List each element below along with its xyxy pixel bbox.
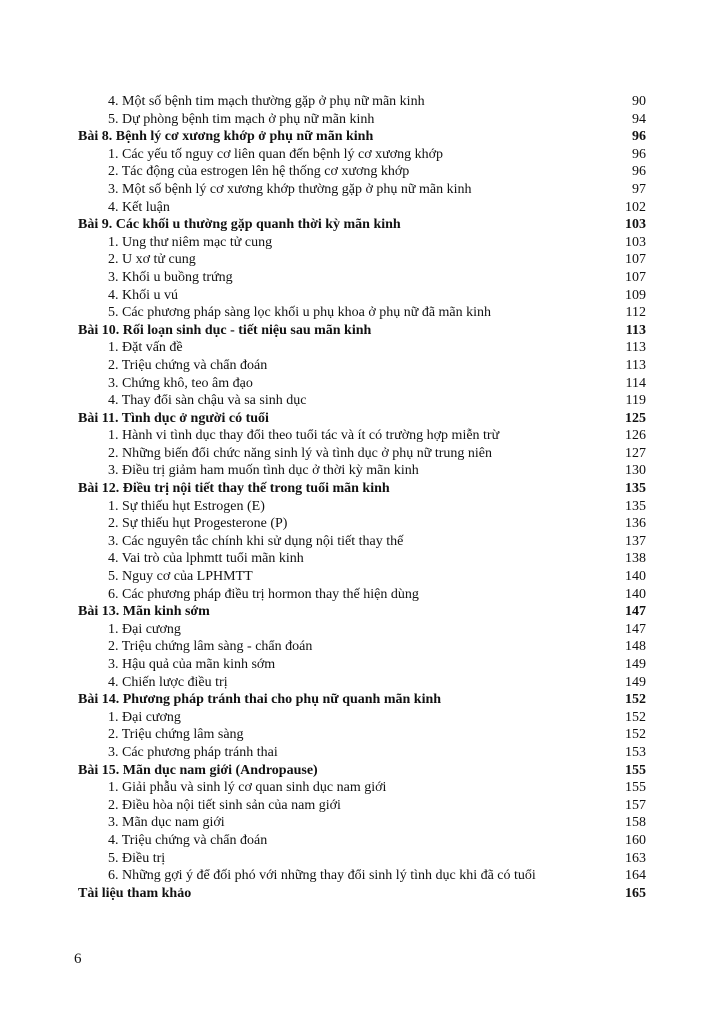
toc-entry-title: Bài 11. Tình dục ở người có tuổi <box>78 410 269 426</box>
toc-entry-title: 1. Sự thiếu hụt Estrogen (E) <box>108 498 265 514</box>
toc-entry-title: 2. Những biến đổi chức năng sinh lý và tình dục ở phụ nữ trung niên <box>108 445 493 461</box>
toc-section-entry <box>78 357 646 375</box>
toc-entry-page: 147 <box>625 621 646 637</box>
toc-entry-page: 103 <box>625 217 646 233</box>
toc-section-entry <box>78 832 646 850</box>
toc-entry-page: 127 <box>625 445 646 461</box>
toc-chapter-entry <box>78 885 646 903</box>
toc-entry-title: 2. Sự thiếu hụt Progesterone (P) <box>108 516 288 532</box>
toc-entry-page: 112 <box>625 305 646 321</box>
toc-entry-title: 2. Tác động của estrogen lên hệ thống cơ xương khớp <box>108 164 410 180</box>
toc-entry-title: Bài 12. Điều trị nội tiết thay thế trong tuổi mãn kinh <box>78 481 390 497</box>
toc-entry-title: 3. Các nguyên tắc chính khi sử dụng nội tiết thay thế <box>108 533 404 549</box>
toc-section-entry <box>78 867 646 885</box>
toc-entry-page: 149 <box>625 674 646 690</box>
toc-entry-page: 153 <box>625 744 646 760</box>
toc-entry-page: 163 <box>625 850 646 866</box>
toc-entry-title: 3. Mãn dục nam giới <box>108 815 225 831</box>
toc-entry-page: 152 <box>625 692 646 708</box>
toc-chapter-entry <box>78 691 646 709</box>
toc-entry-title: Bài 10. Rối loạn sinh dục - tiết niệu sau mãn kinh <box>78 322 372 338</box>
toc-entry-page: 107 <box>625 269 646 285</box>
toc-entry-title: 3. Các phương pháp tránh thai <box>108 744 278 760</box>
toc-entry-title: 1. Đại cương <box>108 621 181 637</box>
toc-section-entry <box>78 163 646 181</box>
toc-entry-page: 119 <box>625 393 646 409</box>
toc-entry-page: 114 <box>625 375 646 391</box>
toc-entry-title: 4. Một số bệnh tim mạch thường gặp ở phụ nữ mãn kinh <box>108 94 425 109</box>
toc-entry-page: 113 <box>625 357 646 373</box>
toc-section-entry <box>78 375 646 393</box>
toc-section-entry <box>78 674 646 692</box>
toc-entry-page: 135 <box>625 498 646 514</box>
toc-entry-page: 148 <box>625 639 646 655</box>
toc-section-entry <box>78 287 646 305</box>
toc-section-entry <box>78 427 646 445</box>
toc-chapter-entry <box>78 128 646 146</box>
toc-chapter-entry <box>78 480 646 498</box>
toc-entry-page: 165 <box>625 885 646 901</box>
toc-entry-title: 1. Các yếu tố nguy cơ liên quan đến bệnh lý cơ xương khớp <box>108 146 444 162</box>
toc-section-entry <box>78 269 646 287</box>
toc-entry-page: 155 <box>625 780 646 796</box>
toc-entry-page: 107 <box>625 252 646 268</box>
toc-entry-title: 4. Thay đổi sàn chậu và sa sinh dục <box>108 393 307 409</box>
toc-entry-page: 135 <box>625 481 646 497</box>
toc-entry-title: Tài liệu tham khảo <box>78 885 192 901</box>
toc-entry-page: 126 <box>625 428 646 444</box>
toc-entry-page: 109 <box>625 287 646 303</box>
toc-entry-page: 113 <box>625 340 646 356</box>
toc-section-entry <box>78 550 646 568</box>
toc-entry-page: 164 <box>625 868 646 884</box>
toc-entry-page: 94 <box>632 111 646 127</box>
toc-entry-title: 6. Các phương pháp điều trị hormon thay thế hiện dùng <box>108 586 419 602</box>
toc-section-entry <box>78 586 646 604</box>
toc-entry-title: 2. U xơ tử cung <box>108 252 196 268</box>
toc-entry-title: 5. Nguy cơ của LPHMTT <box>108 569 253 585</box>
toc-entry-title: Bài 14. Phương pháp tránh thai cho phụ nữ quanh mãn kinh <box>78 692 442 708</box>
toc-entry-title: Bài 8. Bệnh lý cơ xương khớp ở phụ nữ mãn kinh <box>78 129 374 145</box>
table-of-contents <box>78 93 646 902</box>
toc-entry-title: 4. Khối u vú <box>108 287 178 303</box>
toc-entry-title: 2. Triệu chứng lâm sàng - chẩn đoán <box>108 639 313 655</box>
toc-entry-title: 2. Điều hòa nội tiết sinh sản của nam giới <box>108 797 341 813</box>
toc-entry-page: 140 <box>625 586 646 602</box>
toc-entry-page: 96 <box>632 164 646 180</box>
toc-chapter-entry <box>78 603 646 621</box>
toc-entry-title: 3. Chứng khô, teo âm đạo <box>108 375 253 391</box>
toc-entry-page: 125 <box>625 410 646 426</box>
toc-entry-page: 103 <box>625 234 646 250</box>
toc-entry-page: 140 <box>625 569 646 585</box>
toc-entry-title: 5. Điều trị <box>108 850 166 866</box>
toc-entry-page: 96 <box>632 129 646 145</box>
page-number: 6 <box>74 951 82 967</box>
toc-section-entry <box>78 498 646 516</box>
toc-section-entry <box>78 656 646 674</box>
toc-section-entry <box>78 709 646 727</box>
toc-section-entry <box>78 515 646 533</box>
toc-entry-title: 5. Các phương pháp sàng lọc khối u phụ khoa ở phụ nữ đã mãn kinh <box>108 305 492 321</box>
toc-entry-title: Bài 15. Mãn dục nam giới (Andropause) <box>78 762 318 778</box>
toc-section-entry <box>78 304 646 322</box>
toc-entry-page: 113 <box>625 322 646 338</box>
toc-chapter-entry <box>78 322 646 340</box>
toc-entry-page: 102 <box>625 199 646 215</box>
toc-section-entry <box>78 533 646 551</box>
toc-section-entry <box>78 392 646 410</box>
toc-section-entry <box>78 726 646 744</box>
toc-entry-title: 1. Đại cương <box>108 709 181 725</box>
toc-section-entry <box>78 850 646 868</box>
toc-chapter-entry <box>78 410 646 428</box>
toc-entry-title: Bài 13. Mãn kinh sớm <box>78 604 210 620</box>
toc-entry-page: 149 <box>625 657 646 672</box>
toc-entry-page: 152 <box>625 727 646 743</box>
toc-chapter-entry <box>78 762 646 780</box>
toc-entry-page: 147 <box>625 604 646 620</box>
toc-entry-page: 137 <box>625 533 646 549</box>
toc-entry-title: 1. Giải phẫu và sinh lý cơ quan sinh dục nam giới <box>108 780 387 796</box>
toc-entry-title: 1. Ung thư niêm mạc tử cung <box>108 234 273 250</box>
toc-section-entry <box>78 568 646 586</box>
toc-entry-title: 4. Chiến lược điều trị <box>108 674 228 690</box>
toc-entry-page: 155 <box>625 762 646 778</box>
toc-entry-title: 2. Triệu chứng và chẩn đoán <box>108 357 268 373</box>
toc-chapter-entry <box>78 216 646 234</box>
toc-entry-title: 1. Hành vi tình dục thay đổi theo tuổi tác và ít có trường hợp miễn trừ <box>108 428 500 444</box>
toc-section-entry <box>78 445 646 463</box>
toc-entry-title: 5. Dự phòng bệnh tim mạch ở phụ nữ mãn kinh <box>108 111 375 127</box>
toc-entry-page: 136 <box>625 516 646 532</box>
toc-entry-title: 2. Triệu chứng lâm sàng <box>108 727 244 743</box>
toc-entry-page: 157 <box>625 797 646 813</box>
toc-entry-page: 152 <box>625 709 646 725</box>
toc-entry-title: 1. Đặt vấn đề <box>108 340 183 356</box>
toc-entry-page: 158 <box>625 815 646 831</box>
toc-entry-page: 90 <box>632 94 646 109</box>
toc-section-entry <box>78 462 646 480</box>
toc-section-entry <box>78 181 646 199</box>
toc-entry-title: 3. Một số bệnh lý cơ xương khớp thường gặp ở phụ nữ mãn kinh <box>108 181 472 197</box>
toc-entry-title: 4. Vai trò của lphmtt tuổi mãn kinh <box>108 551 304 567</box>
toc-entry-page: 130 <box>625 463 646 479</box>
toc-section-entry <box>78 339 646 357</box>
toc-section-entry <box>78 797 646 815</box>
toc-entry-title: 6. Những gợi ý để đối phó với những thay đổi sinh lý tình dục khi đã có tuổi <box>108 868 536 884</box>
toc-entry-title: 4. Triệu chứng và chẩn đoán <box>108 832 268 848</box>
toc-section-entry <box>78 638 646 656</box>
toc-section-entry <box>78 111 646 129</box>
toc-entry-page: 160 <box>625 832 646 848</box>
toc-section-entry <box>78 199 646 217</box>
toc-section-entry <box>78 251 646 269</box>
toc-entry-title: 3. Hậu quả của mãn kinh sớm <box>108 657 276 672</box>
toc-entry-title: Bài 9. Các khối u thường gặp quanh thời kỳ mãn kinh <box>78 217 401 233</box>
toc-entry-title: 3. Khối u buồng trứng <box>108 269 233 285</box>
toc-entry-title: 4. Kết luận <box>108 199 170 215</box>
toc-section-entry <box>78 814 646 832</box>
toc-section-entry <box>78 744 646 762</box>
toc-entry-page: 97 <box>632 181 646 197</box>
toc-section-entry <box>78 146 646 164</box>
toc-section-entry <box>78 779 646 797</box>
toc-section-entry <box>78 234 646 252</box>
toc-entry-page: 138 <box>625 551 646 567</box>
toc-section-entry <box>78 93 646 111</box>
toc-entry-title: 3. Điều trị giảm ham muốn tình dục ở thời kỳ mãn kinh <box>108 463 419 479</box>
toc-entry-page: 96 <box>632 146 646 162</box>
toc-section-entry <box>78 621 646 639</box>
